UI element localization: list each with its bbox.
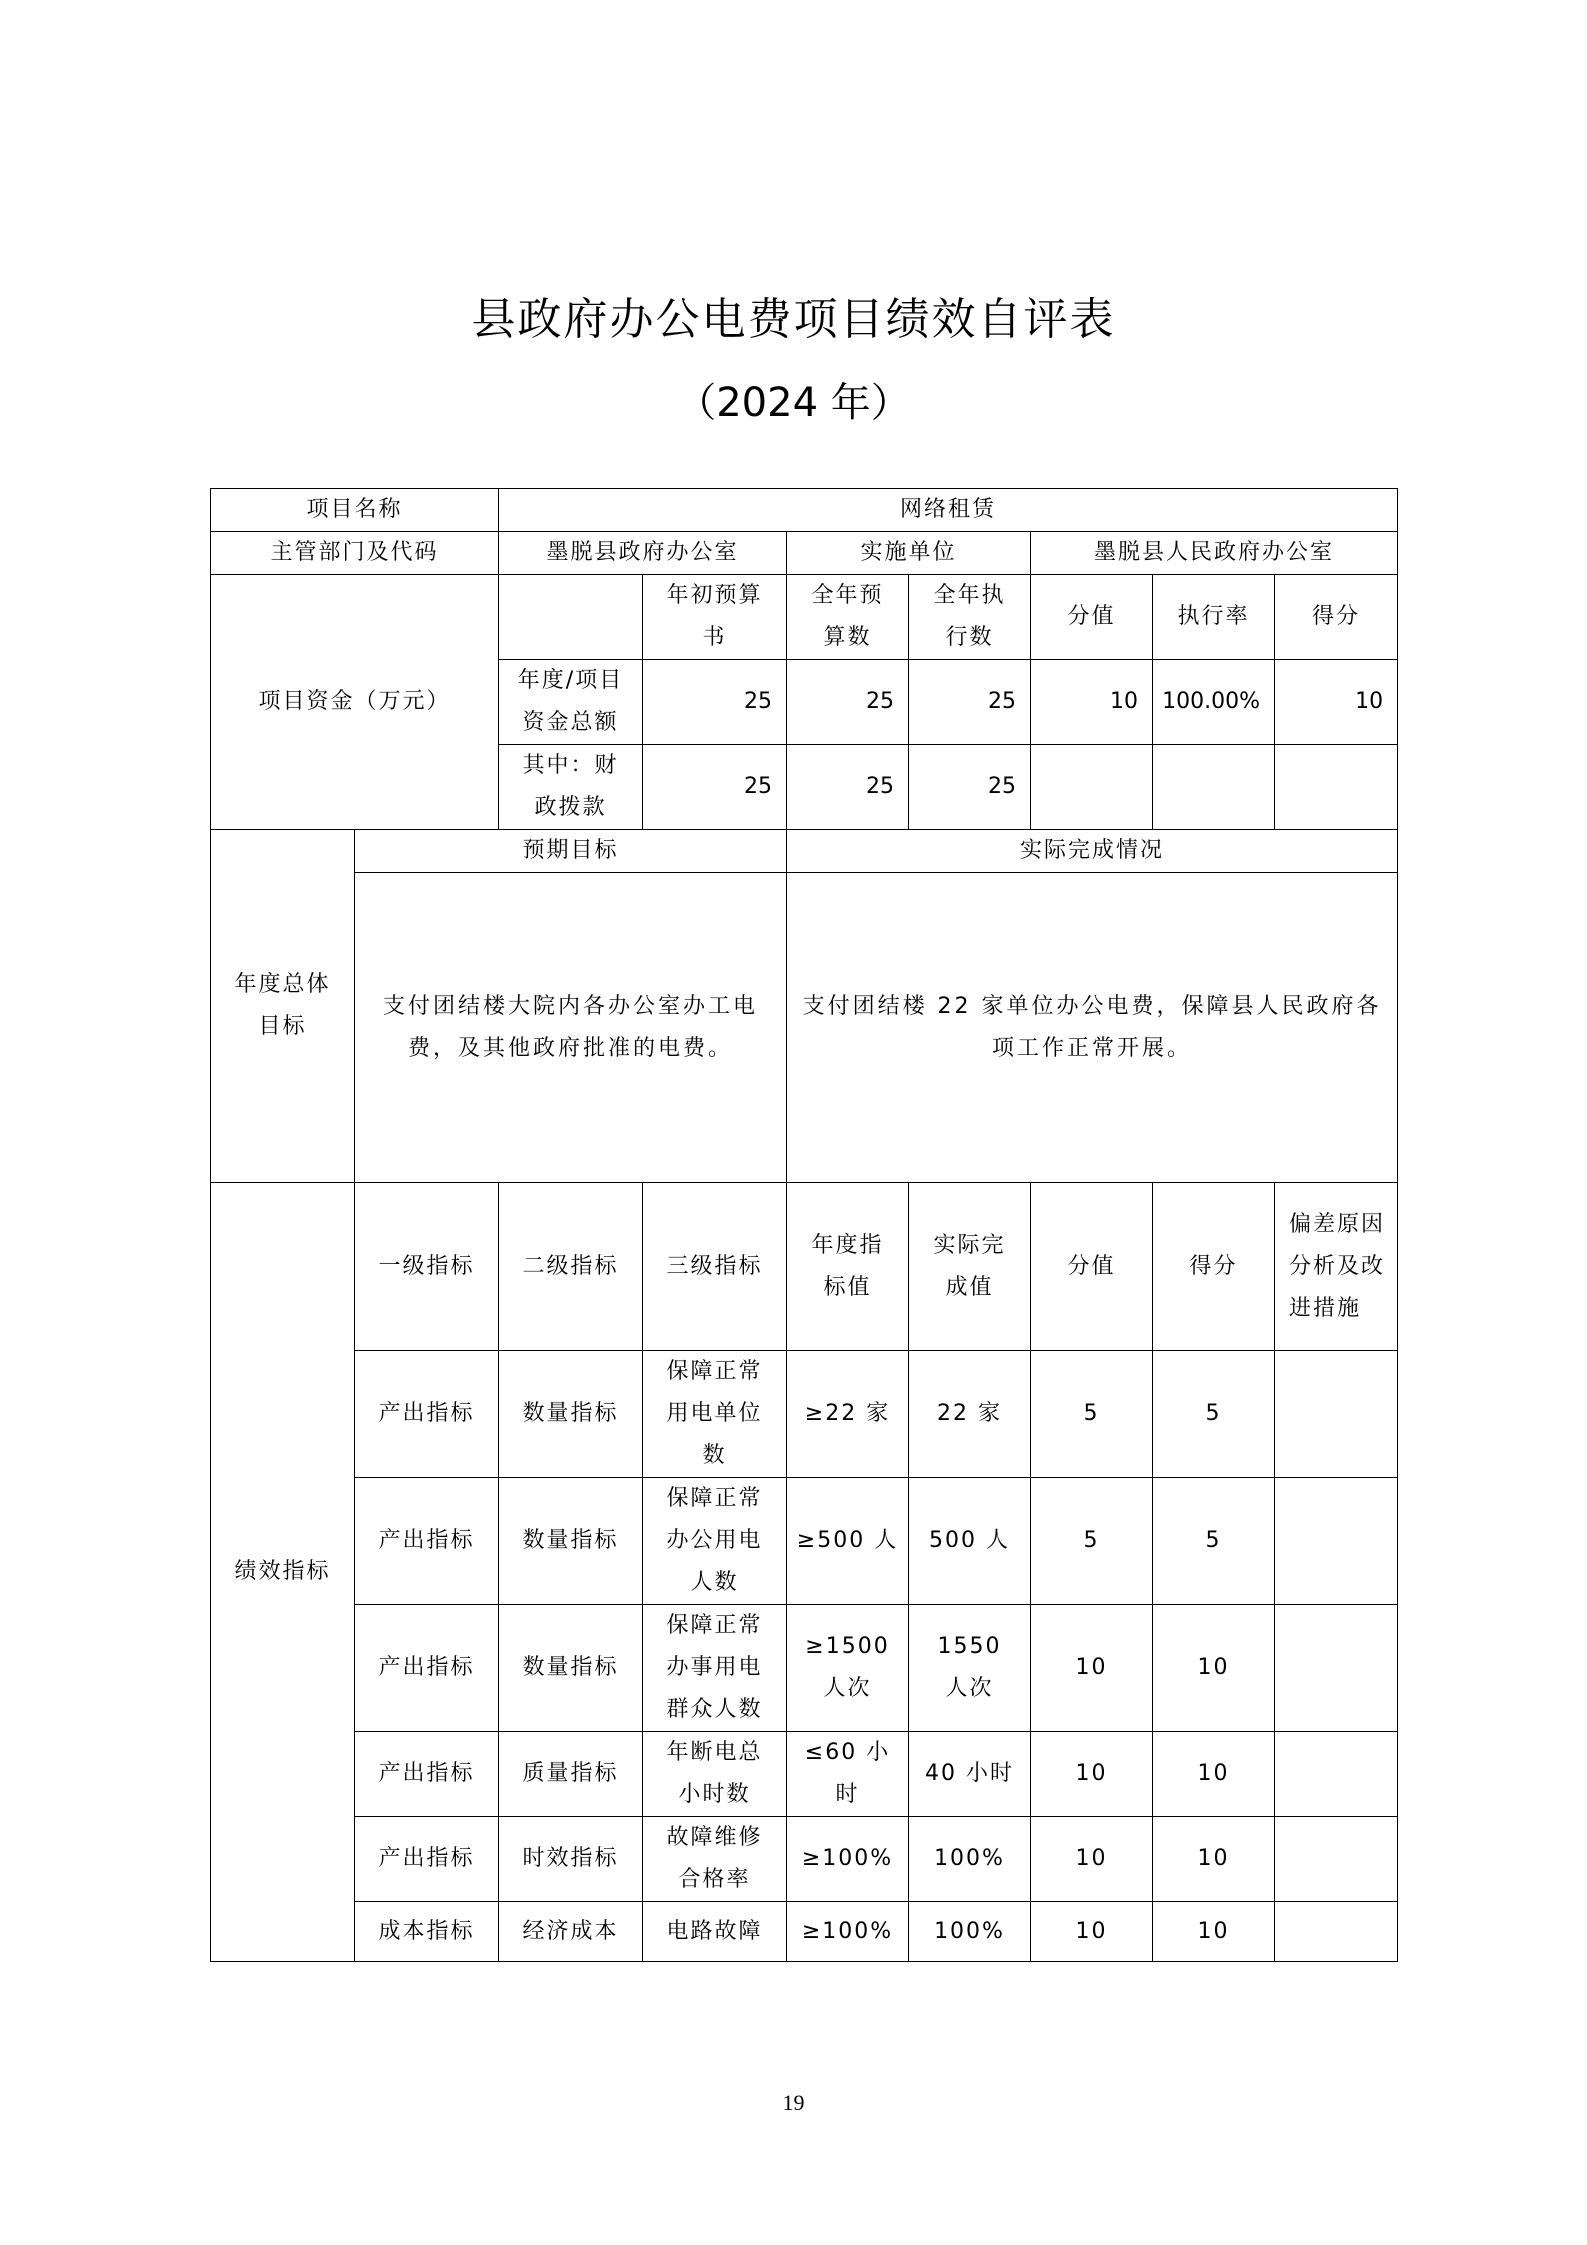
page-number: 19 <box>782 2090 805 2115</box>
funds-header-initial: 年初预算书 <box>643 575 787 660</box>
funds-fiscal-executed: 25 <box>909 745 1031 830</box>
goals-expected-header: 预期目标 <box>355 830 787 873</box>
row-project-name <box>211 489 1398 532</box>
indicator-level3: 保障正常办公用电人数 <box>643 1478 787 1605</box>
indicator-deviation <box>1275 1817 1398 1902</box>
indicator-actual: 1550 人次 <box>909 1605 1031 1732</box>
goals-expected-text: 支付团结楼大院内各办公室办工电费，及其他政府批准的电费。 <box>355 873 787 1183</box>
indicators-header-level2: 二级指标 <box>499 1183 643 1351</box>
funds-total-score-value: 10 <box>1031 660 1153 745</box>
performance-table <box>210 488 1398 1962</box>
goals-actual-header: 实际完成情况 <box>787 830 1398 873</box>
indicator-score: 5 <box>1153 1351 1275 1478</box>
table-row <box>211 1351 1398 1478</box>
indicator-score-value: 5 <box>1031 1351 1153 1478</box>
implementing-unit-value: 墨脱县人民政府办公室 <box>1031 532 1398 575</box>
funds-total-score: 10 <box>1275 660 1398 745</box>
funds-header-score: 得分 <box>1275 575 1398 660</box>
indicators-header-actual: 实际完成值 <box>909 1183 1031 1351</box>
row-indicators-header <box>211 1183 1398 1351</box>
indicator-deviation <box>1275 1732 1398 1817</box>
indicator-deviation <box>1275 1351 1398 1478</box>
indicator-actual: 22 家 <box>909 1351 1031 1478</box>
project-name-value: 网络租赁 <box>499 489 1398 532</box>
implementing-unit-label: 实施单位 <box>787 532 1031 575</box>
indicator-target: ≥100% <box>787 1817 909 1902</box>
indicator-level1: 产出指标 <box>355 1478 499 1605</box>
funds-fiscal-annual: 25 <box>787 745 909 830</box>
indicator-level1: 产出指标 <box>355 1817 499 1902</box>
project-name-label: 项目名称 <box>211 489 499 532</box>
indicator-score-value: 10 <box>1031 1605 1153 1732</box>
indicator-score: 10 <box>1153 1902 1275 1962</box>
funds-total-executed: 25 <box>909 660 1031 745</box>
indicator-target: ≥100% <box>787 1902 909 1962</box>
document-year: （2024 年） <box>676 380 911 426</box>
indicators-header-level1: 一级指标 <box>355 1183 499 1351</box>
indicator-level2: 质量指标 <box>499 1732 643 1817</box>
indicators-header-deviation: 偏差原因分析及改进措施 <box>1275 1183 1398 1351</box>
table-row <box>211 1817 1398 1902</box>
indicator-actual: 100% <box>909 1817 1031 1902</box>
indicator-level3: 保障正常用电单位数 <box>643 1351 787 1478</box>
indicator-level3: 年断电总小时数 <box>643 1732 787 1817</box>
funds-fiscal-initial: 25 <box>643 745 787 830</box>
indicators-header-level3: 三级指标 <box>643 1183 787 1351</box>
department-label: 主管部门及代码 <box>211 532 499 575</box>
indicator-score-value: 10 <box>1031 1732 1153 1817</box>
indicator-level2: 数量指标 <box>499 1478 643 1605</box>
row-goals-content <box>211 873 1398 1183</box>
indicator-level1: 产出指标 <box>355 1351 499 1478</box>
indicator-target: ≤60 小时 <box>787 1732 909 1817</box>
indicator-level3: 故障维修合格率 <box>643 1817 787 1902</box>
indicator-level3: 电路故障 <box>643 1902 787 1962</box>
indicator-actual: 500 人 <box>909 1478 1031 1605</box>
table-row <box>211 1478 1398 1605</box>
row-department <box>211 532 1398 575</box>
indicator-target: ≥1500 人次 <box>787 1605 909 1732</box>
indicators-header-score: 得分 <box>1153 1183 1275 1351</box>
table-row <box>211 1902 1398 1962</box>
funds-header-score-value: 分值 <box>1031 575 1153 660</box>
indicator-target: ≥22 家 <box>787 1351 909 1478</box>
indicator-level2: 数量指标 <box>499 1605 643 1732</box>
funds-fiscal-score <box>1275 745 1398 830</box>
table-row <box>211 1732 1398 1817</box>
indicator-level1: 产出指标 <box>355 1732 499 1817</box>
funds-fiscal-score-value <box>1031 745 1153 830</box>
indicator-deviation <box>1275 1902 1398 1962</box>
funds-fiscal-label: 其中：财政拨款 <box>499 745 643 830</box>
indicator-level2: 数量指标 <box>499 1351 643 1478</box>
funds-header-exec-rate: 执行率 <box>1153 575 1275 660</box>
indicator-score: 10 <box>1153 1732 1275 1817</box>
indicator-score-value: 10 <box>1031 1817 1153 1902</box>
indicator-score: 10 <box>1153 1817 1275 1902</box>
indicator-level1: 成本指标 <box>355 1902 499 1962</box>
row-funds-header <box>211 575 1398 660</box>
indicators-header-score-value: 分值 <box>1031 1183 1153 1351</box>
indicators-header-target: 年度指标值 <box>787 1183 909 1351</box>
funds-total-exec-rate: 100.00% <box>1153 660 1275 745</box>
funds-header-executed: 全年执行数 <box>909 575 1031 660</box>
funds-label: 项目资金（万元） <box>211 575 499 830</box>
indicator-deviation <box>1275 1605 1398 1732</box>
indicator-target: ≥500 人 <box>787 1478 909 1605</box>
indicator-score-value: 5 <box>1031 1478 1153 1605</box>
indicator-score: 10 <box>1153 1605 1275 1732</box>
funds-total-initial: 25 <box>643 660 787 745</box>
funds-total-annual: 25 <box>787 660 909 745</box>
table-row <box>211 1605 1398 1732</box>
indicator-level2: 时效指标 <box>499 1817 643 1902</box>
indicator-level3: 保障正常办事用电群众人数 <box>643 1605 787 1732</box>
indicator-level2: 经济成本 <box>499 1902 643 1962</box>
funds-fiscal-exec-rate <box>1153 745 1275 830</box>
indicator-level1: 产出指标 <box>355 1605 499 1732</box>
indicator-score-value: 10 <box>1031 1902 1153 1962</box>
indicator-deviation <box>1275 1478 1398 1605</box>
funds-blank-header <box>499 575 643 660</box>
indicators-label: 绩效指标 <box>211 1183 355 1962</box>
funds-header-annual: 全年预算数 <box>787 575 909 660</box>
department-value: 墨脱县政府办公室 <box>499 532 787 575</box>
funds-total-label: 年度/项目资金总额 <box>499 660 643 745</box>
goals-actual-text: 支付团结楼 22 家单位办公电费，保障县人民政府各项工作正常开展。 <box>787 873 1398 1183</box>
indicator-score: 5 <box>1153 1478 1275 1605</box>
document-title: 县政府办公电费项目绩效自评表 <box>471 294 1116 345</box>
goals-label: 年度总体目标 <box>211 830 355 1183</box>
row-goals-header <box>211 830 1398 873</box>
indicator-actual: 40 小时 <box>909 1732 1031 1817</box>
indicator-actual: 100% <box>909 1902 1031 1962</box>
